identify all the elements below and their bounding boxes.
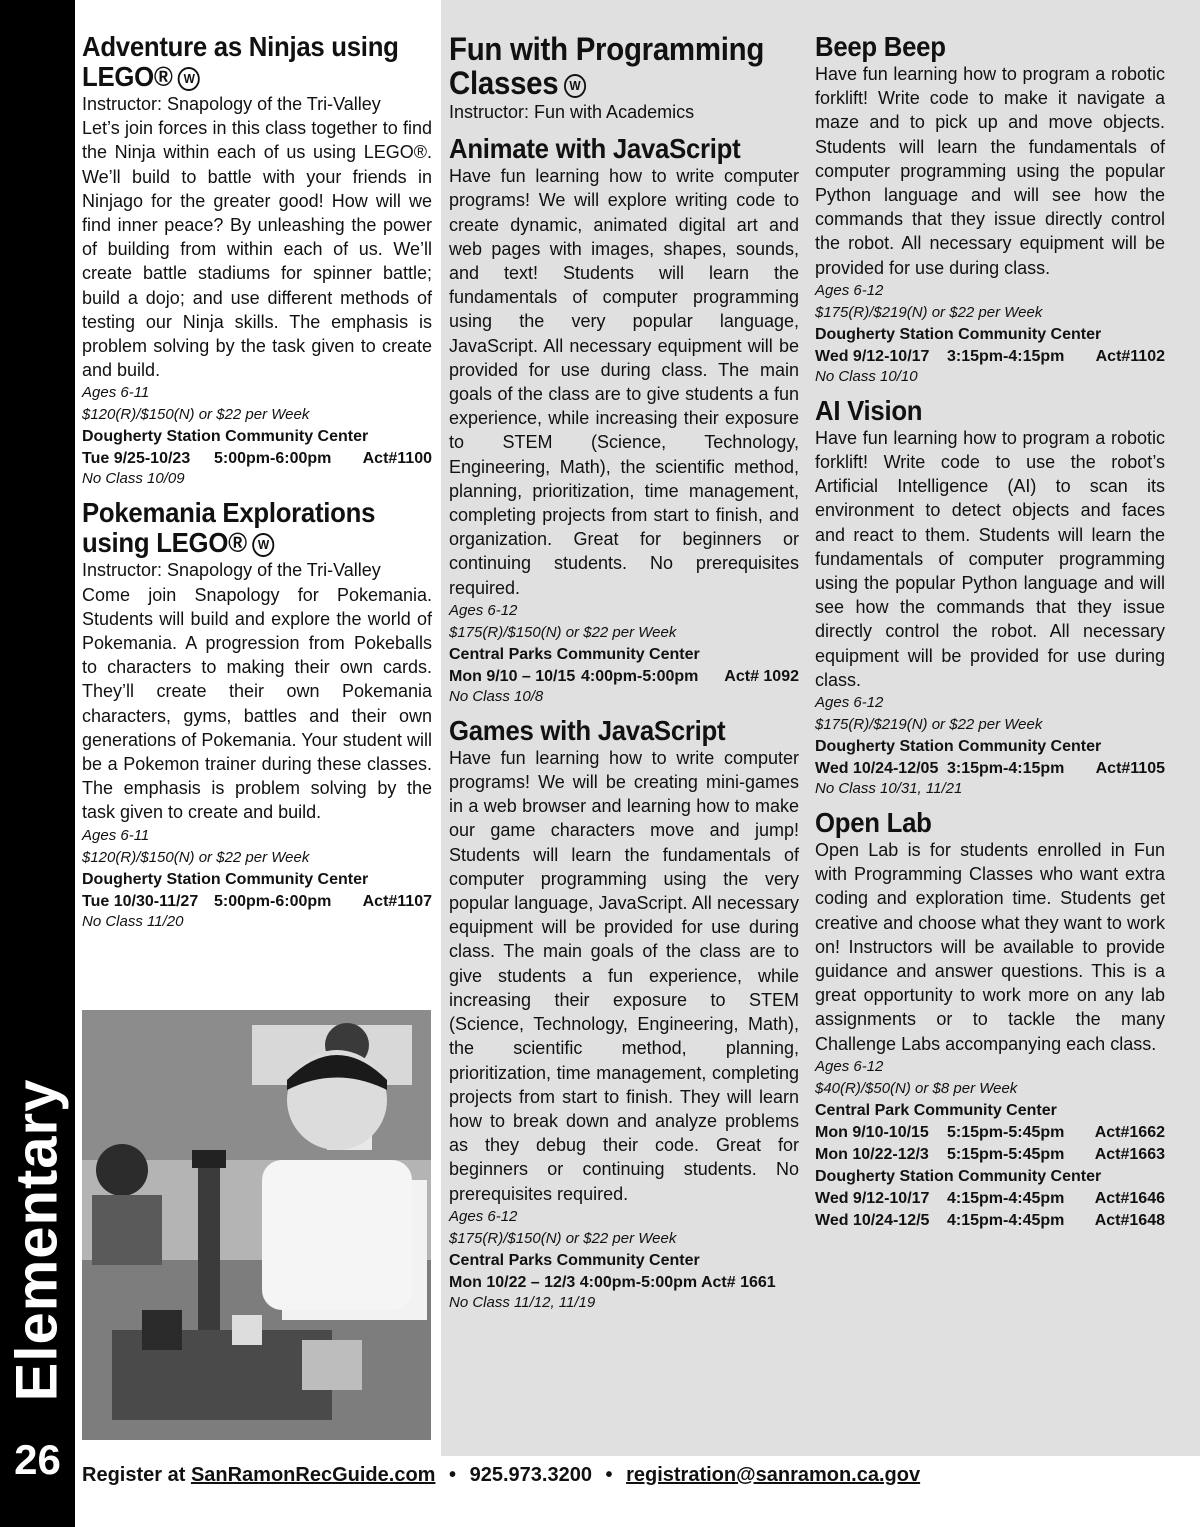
description: Have fun learning how to program a robotic forklift! Write code to make it navigate a maze and to pick up and move objects. Students will learn the fundamentals of computer programming using the popular Python language and will see how the commands that they issue directly control the robot. All necessary equipment will be provided for use during class. <box>815 64 1165 278</box>
class-pokemania <box>82 498 432 930</box>
email-link[interactable]: registration@sanramon.ca.gov <box>626 1464 921 1486</box>
class-beep-beep <box>815 32 1165 386</box>
section-label: Elementary <box>4 1078 70 1402</box>
column-3 <box>815 32 1165 1242</box>
schedule-row <box>815 1188 1165 1210</box>
schedule-row <box>815 758 1165 780</box>
location: Central Parks Community Center <box>449 1251 700 1269</box>
activity-number: Act#1100 <box>362 450 432 468</box>
no-class: No Class 10/09 <box>82 470 185 488</box>
schedule-date: Wed 10/24-12/5 <box>815 1211 930 1229</box>
schedule-row <box>82 891 432 913</box>
photo-illustration <box>82 1010 431 1440</box>
schedule-time: 5:15pm-5:45pm <box>947 1123 1065 1141</box>
location: Dougherty Station Community Center <box>82 428 369 446</box>
ages: Ages 6-12 <box>449 601 518 619</box>
schedule-row <box>815 1210 1165 1232</box>
schedule-row: Mon 10/22 – 12/3 4:00pm-5:00pm Act# 1661 <box>449 1273 776 1291</box>
website-link[interactable]: SanRamonRecGuide.com <box>190 1464 436 1486</box>
schedule-time: 4:15pm-4:45pm <box>947 1189 1065 1207</box>
location: Dougherty Station Community Center <box>815 325 1102 343</box>
description: Open Lab is for students enrolled in Fun with Programming Classes who want extra coding and exploration time. Students get creative and choose what they want to work on! Instructors will be available to provide guidance and answer questions. This is a great opportunity to work more on any lab assignments or to tackle the many Challenge Labs accompanying each class. <box>815 840 1165 1054</box>
schedule-date: Wed 10/24-12/05 <box>815 760 939 778</box>
activity-number: Act#1107 <box>362 892 432 910</box>
schedule-row <box>82 448 432 470</box>
price: $120(R)/$150(N) or $22 per Week <box>82 406 310 424</box>
class-games-javascript <box>449 716 799 1312</box>
instructor: Instructor: Fun with Academics <box>449 102 695 122</box>
schedule-time: 4:00pm-5:00pm <box>581 667 699 685</box>
activity-number: Act#1663 <box>1094 1145 1165 1163</box>
class-title: AI Vision <box>815 394 923 426</box>
schedule-row <box>815 1144 1165 1166</box>
no-class: No Class 10/10 <box>815 367 918 385</box>
location: Dougherty Station Community Center <box>82 870 369 888</box>
schedule-date: Tue 9/25-10/23 <box>82 450 191 468</box>
schedule-time: 4:15pm-4:45pm <box>947 1211 1065 1229</box>
page-number: 26 <box>14 1436 61 1483</box>
column-1 <box>82 32 432 941</box>
schedule-time: 3:15pm-4:15pm <box>947 347 1065 365</box>
price: $175(R)/$219(N) or $22 per Week <box>815 716 1043 734</box>
price: $175(R)/$150(N) or $22 per Week <box>449 623 677 641</box>
activity-number: Act#1648 <box>1094 1211 1165 1229</box>
schedule-row <box>815 1122 1165 1144</box>
schedule-time: 5:15pm-5:45pm <box>947 1145 1065 1163</box>
instructor: Instructor: Snapology of the Tri-Valley <box>82 94 381 114</box>
schedule-date: Tue 10/30-11/27 <box>82 892 199 910</box>
description: Come join Snapology for Pokemania. Students will build and explore the world of Pokemania. A progression from Pokeballs to characters to making their own cards. They’ll create their own Pokemania characters, gyms, battles and their own generations of Pokemania. Your student will be a Pokemon trainer during these classes. The emphasis is problem solving by the task given to create and build. <box>82 584 432 823</box>
ages: Ages 6-11 <box>82 384 150 402</box>
price: $175(R)/$219(N) or $22 per Week <box>815 303 1043 321</box>
schedule-time: 5:00pm-6:00pm <box>214 450 332 468</box>
category-header: Fun with Programming Classes W <box>449 31 765 101</box>
class-title: Animate with JavaScript <box>449 133 741 165</box>
activity-number: Act#1646 <box>1094 1189 1165 1207</box>
location: Central Parks Community Center <box>449 645 700 663</box>
separator: • <box>605 1464 613 1486</box>
no-class: No Class 11/12, 11/19 <box>449 1293 596 1311</box>
description: Have fun learning how to write computer programs! We will be creating mini-games in a web browser and learning how to make our game characters move and jump! Students will learn the fundamentals of computer programming using the very popular language, JavaScript. All necessary equipment will be provided for use during class. The main goals of the class are to give students a fun experience, while increasing their exposure to STEM (Science, Technology, Engineering, Math), the scientific method, planning, prioritization, time management, completing projects from start to finish. They will learn how to break down and analyze problems as they debug their code. Great for beginners or continuing students. No prerequisites required. <box>449 747 799 1204</box>
schedule-time: 5:00pm-6:00pm <box>214 892 332 910</box>
description: Let’s join forces in this class together to find the Ninja within each of us using LEGO®. We’ll build to battle with your friends in Ninjago for the greater good! How will we find inner peace? By unleashing the power of building from within each of us. We’ll create battle stadiums for spinner battle; build a dojo; and use different methods of testing our Ninja skills. The emphasis is problem solving by the task given to create and build. <box>82 118 432 381</box>
side-bar <box>0 0 75 1527</box>
activity-number: Act#1662 <box>1094 1123 1165 1141</box>
class-open-lab <box>815 808 1165 1232</box>
child-lego-photo <box>82 1010 431 1440</box>
w-badge-icon: W <box>252 533 274 557</box>
price: $120(R)/$150(N) or $22 per Week <box>82 848 310 866</box>
schedule-date: Wed 9/12-10/17 <box>815 347 930 365</box>
separator: • <box>449 1464 457 1486</box>
class-animate-javascript <box>449 134 799 706</box>
ages: Ages 6-12 <box>815 1057 884 1075</box>
activity-number: Act# 1092 <box>724 667 799 685</box>
class-title: Games with JavaScript <box>449 714 726 746</box>
column-2 <box>449 32 799 1322</box>
schedule-date: Mon 9/10-10/15 <box>815 1123 929 1141</box>
no-class: No Class 11/20 <box>82 912 184 930</box>
schedule-date: Wed 9/12-10/17 <box>815 1189 930 1207</box>
class-title: Pokemania Explorations using LEGO® W <box>82 497 376 559</box>
class-ai-vision <box>815 396 1165 798</box>
phone-number: 925.973.3200 <box>469 1464 592 1486</box>
class-title: Adventure as Ninjas using LEGO® W <box>82 31 399 92</box>
activity-number: Act#1102 <box>1095 347 1165 365</box>
footer-prefix: Register at <box>82 1464 186 1486</box>
description: Have fun learning how to program a robotic forklift! Write code to use the robot’s Artificial Intelligence (AI) to scan its environment to detect objects and faces and react to them. Students will learn the fundamentals of computer programming using the popular Python language and will see how the commands that they issue directly control the robot. All necessary equipment will be provided for use during class. <box>815 427 1165 690</box>
location: Dougherty Station Community Center <box>815 1167 1102 1185</box>
ages: Ages 6-11 <box>82 826 150 844</box>
schedule-date: Mon 9/10 – 10/15 <box>449 667 576 685</box>
no-class: No Class 10/8 <box>449 687 544 705</box>
activity-number: Act#1105 <box>1095 760 1165 778</box>
class-adventure-ninjas <box>82 32 432 488</box>
schedule-row <box>815 346 1165 368</box>
instructor: Instructor: Snapology of the Tri-Valley <box>82 560 381 581</box>
price: $175(R)/$150(N) or $22 per Week <box>449 1229 677 1247</box>
ages: Ages 6-12 <box>815 281 884 299</box>
location: Central Park Community Center <box>815 1101 1057 1119</box>
price: $40(R)/$50(N) or $8 per Week <box>815 1079 1018 1097</box>
location: Dougherty Station Community Center <box>815 738 1102 756</box>
class-title: Open Lab <box>815 807 932 839</box>
class-title: Beep Beep <box>815 31 946 62</box>
schedule-row <box>449 666 799 688</box>
description: Have fun learning how to write computer programs! We will explore writing code to create dynamic, animated digital art and web pages with images, shapes, sounds, and text! Students will learn the fundamentals of computer programming using the very popular language, JavaScript. All necessary equipment will be provided for use during class. The main goals of the class are to give students a fun experience, while increasing their exposure to STEM (Science, Technology, Engineering, Math), the scientific method, planning, prioritization, time management, completing projects from start to finish, and organization. Great for beginners or continuing students. No prerequisites required. <box>449 166 799 598</box>
no-class: No Class 10/31, 11/21 <box>815 780 963 798</box>
schedule-time: 3:15pm-4:15pm <box>947 760 1065 778</box>
w-badge-icon: W <box>178 67 200 91</box>
footer <box>82 1464 920 1487</box>
schedule-date: Mon 10/22-12/3 <box>815 1145 929 1163</box>
w-badge-icon: W <box>564 74 586 98</box>
ages: Ages 6-12 <box>815 694 884 712</box>
ages: Ages 6-12 <box>449 1207 518 1225</box>
